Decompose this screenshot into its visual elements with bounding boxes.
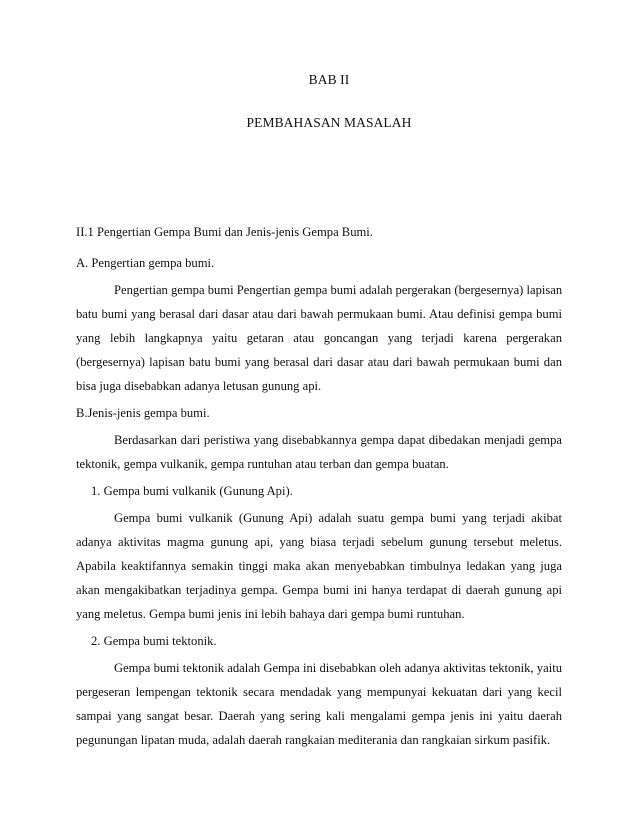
chapter-title: PEMBAHASAN MASALAH [246, 115, 412, 130]
paragraph-line: Pengertian gempa bumi Pengertian gempa bumi adalah pergerakan (bergesernya) lapisan [114, 283, 563, 297]
paragraph-line: akan mengakibatkan terjadinya gempa. Gempa bumi ini hanya terdapat di daerah gunung api [76, 583, 562, 597]
paragraph-line: bisa juga disebabkan adanya letusan gunung api. [76, 379, 322, 393]
subsection-b-heading: B.Jenis-jenis gempa bumi. [76, 406, 210, 420]
section-heading: II.1 Pengertian Gempa Bumi dan Jenis-jenis Gempa Bumi. [76, 225, 373, 239]
paragraph-line: pergeseran lempengan tektonik secara mendadak yang mempunyai kekuatan dari yang kecil [76, 685, 562, 699]
item-1-paragraph [76, 506, 562, 626]
paragraph-line: (bergesernya) lapisan batu bumi yang berasal dari dasar atau dari bawah permukaan bumi dan [76, 355, 562, 369]
item-2-heading: 2. Gempa bumi tektonik. [91, 634, 217, 648]
chapter-heading: BAB II [308, 72, 350, 87]
item-2-paragraph [76, 656, 562, 752]
paragraph-line: yang meletus. Gempa bumi jenis ini lebih bahaya dari gempa bumi runtuhan. [76, 607, 465, 621]
paragraph-line: yang lebih langkapnya yaitu getaran atau goncangan yang terjadi karena pergerakan [76, 331, 562, 345]
paragraph-line: Gempa bumi vulkanik (Gunung Api) adalah suatu gempa bumi yang terjadi akibat [114, 511, 562, 525]
subsection-a-heading: A. Pengertian gempa bumi. [76, 256, 215, 270]
paragraph-line: Gempa bumi tektonik adalah Gempa ini disebabkan oleh adanya aktivitas tektonik, yaitu [114, 661, 562, 675]
subsection-a-paragraph [76, 278, 562, 398]
paragraph-line: sampai yang sangat besar. Daerah yang sering kali mengalami gempa jenis ini yaitu daerah [76, 709, 562, 723]
paragraph-line: Apabila keaktifannya semakin tinggi maka akan menyebabkan timbulnya ledakan yang juga [76, 559, 562, 573]
paragraph-line: adanya aktivitas magma gunung api, yang biasa terjadi sebelum gunung tersebut meletus. [76, 535, 562, 549]
paragraph-line: tektonik, gempa vulkanik, gempa runtuhan atau terban dan gempa buatan. [76, 457, 449, 471]
item-1-heading: 1. Gempa bumi vulkanik (Gunung Api). [91, 484, 293, 498]
paragraph-line: Berdasarkan dari peristiwa yang disebabkannya gempa dapat dibedakan menjadi gempa [114, 433, 562, 447]
paragraph-line: pegunungan lipatan muda, adalah daerah rangkaian mediterania dan rangkaian sirkum pasifik. [76, 733, 551, 747]
subsection-b-paragraph [76, 428, 562, 476]
document-body [76, 220, 562, 752]
paragraph-line: batu bumi yang berasal dari dasar atau dari bawah permukaan bumi. Atau definisi gempa bumi [76, 307, 562, 321]
